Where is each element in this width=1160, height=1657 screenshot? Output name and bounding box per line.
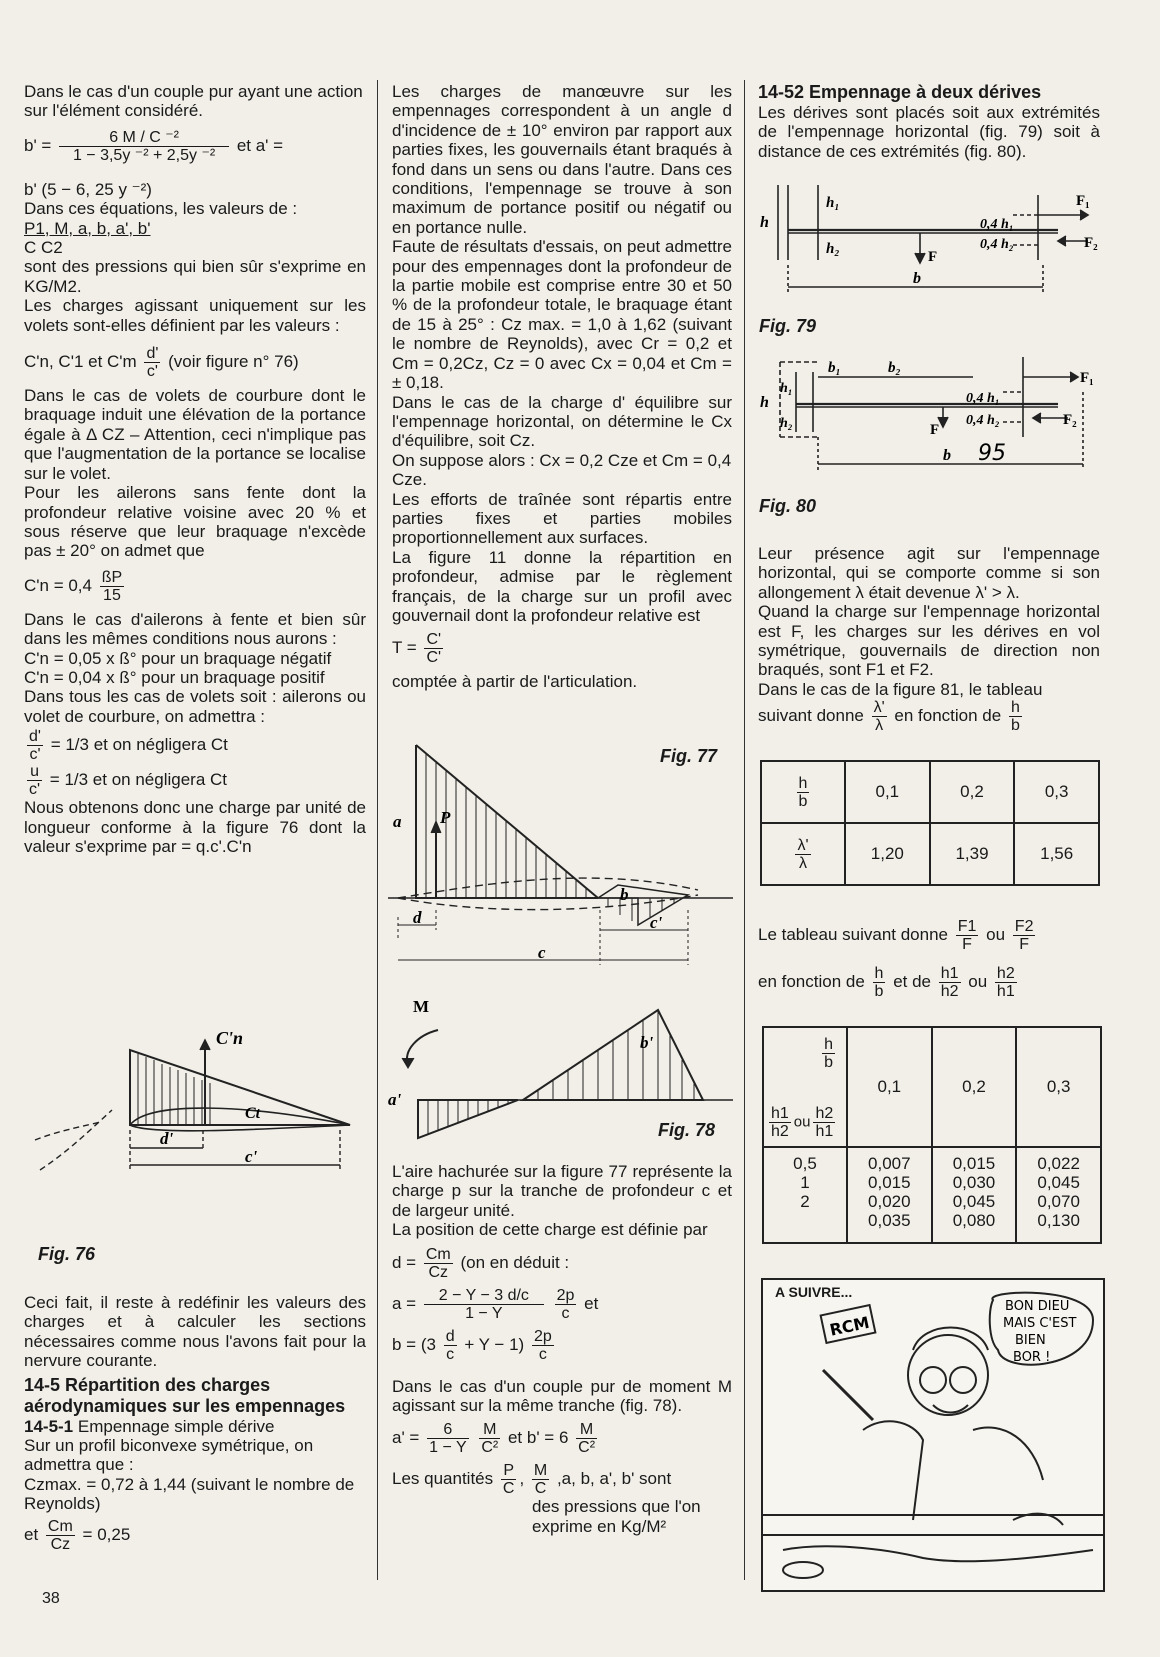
table-cell: 1,20 xyxy=(845,823,930,885)
variables-line: C C2 xyxy=(24,238,63,258)
paragraph: Dans tous les cas de volets soit : ailerons ou volet de courbure, on admettra : xyxy=(24,687,366,726)
section-heading: 14-52 Empennage à deux dérives xyxy=(758,82,1042,102)
figure-80 xyxy=(758,352,1103,482)
equation-cn-04: C'n = 0,4 $\frac{ßP}{15}$ xyxy=(24,568,123,604)
table-cell: 1,56 xyxy=(1014,823,1099,885)
paragraph: L'aire hachurée sur la figure 77 représente la charge p sur la tranche de profondeur c et de largeur unité. xyxy=(392,1162,732,1220)
table-forces xyxy=(762,1026,1102,1244)
equation-a-prime: a' = $\frac{6}{1 - Y}$ $\frac{M}{\text{C²}}$ et b' = 6 $\frac{M}{\text{C²}}$ xyxy=(392,1421,596,1457)
table-row xyxy=(761,761,1099,823)
table-col-head: 0,1 xyxy=(847,1027,932,1147)
table-head-cell: $\frac{h}{b}$ xyxy=(761,761,845,823)
paragraph: Leur présence agit sur l'empennage horizontal, qui se comporte comme si son allongement λ était devenue λ' > λ. xyxy=(758,544,1100,602)
fig77-label-c: c xyxy=(538,943,546,962)
table-cell: 0,2 xyxy=(930,761,1015,823)
column-3-lower xyxy=(758,918,1100,1000)
table-cell: 1,39 xyxy=(930,823,1015,885)
fig80-label-l1: 0,4 h₁ xyxy=(966,391,1000,406)
page-number: 38 xyxy=(42,1590,60,1607)
fig78-caption: Fig. 78 xyxy=(658,1120,716,1140)
paragraph: Les efforts de traînée sont répartis entre parties fixes et parties mobiles proportionnellement aux surfaces. xyxy=(392,489,732,548)
fig80-label-h1: h₁ xyxy=(780,381,793,396)
fig76-label-ct: Ct xyxy=(245,1105,261,1122)
fig77-label-c1: c' xyxy=(650,913,663,932)
equation-ratio-2: $\frac{u}{c'}$ = 1/3 et on négligera Ct xyxy=(29,763,228,799)
quantities-line: Les quantités $\frac{P}{C}$ , $\frac{M}{C}$ ,a, b, a', b' sont xyxy=(392,1462,672,1498)
fig79-label-f1: F₁ xyxy=(1076,193,1090,209)
fraction-denominator: 1 − 3,5y ⁻² + 2,5y ⁻² xyxy=(72,146,216,164)
section-heading: 14-5 Répartition des charges aérodynamiques sur les empennages xyxy=(24,1374,346,1416)
fig79-label-h2: h₂ xyxy=(826,241,840,257)
figure-79 xyxy=(758,175,1103,305)
fig77-label-a: a xyxy=(393,812,402,831)
paragraph: Les dérives sont placés soit aux extrémités de l'empennage horizontal (fig. 79) soit à distance de ces extrémités (fig. 80). xyxy=(758,103,1100,161)
fig77-caption: Fig. 77 xyxy=(660,746,718,766)
table-row xyxy=(763,1147,1101,1243)
paragraph: On suppose alors : Cx = 0,2 Cze et Cm = 0,4 Cze. xyxy=(392,450,732,490)
equation-cm-cz: et $\frac{Cm}{Cz}$ = 0,25 xyxy=(24,1517,131,1553)
table-head-cell: $\frac{\lambda'}{\lambda}$ xyxy=(761,823,845,885)
equation-t: T = $\frac{C'}{C'}$ xyxy=(392,631,442,667)
fig79-label-l2: 0,4 h₂ xyxy=(980,237,1014,252)
table-row xyxy=(763,1027,1101,1147)
table-head-cell: $\frac{h}{b}$ $\frac{h1}{h2}$ ou $\frac{h2}{h1}$ xyxy=(763,1027,847,1147)
paragraph-with-fractions: Dans le cas de la figure 81, le tableau suivant donne $\frac{\lambda'}{\lambda}$ en fonction de $\frac{h}{b}$ xyxy=(758,679,1043,735)
cartoon-bubble-line-1: BON DIEU xyxy=(1005,1299,1070,1314)
cartoon-bubble-line-4: BOR ! xyxy=(1013,1350,1051,1365)
cartoon-bubble-line-3: BIEN xyxy=(1015,1333,1046,1348)
equation-b: b = (3 $\frac{d}{c}$ + Y − 1) $\frac{2p}{c}$ xyxy=(392,1327,552,1363)
fig78-label-m: M xyxy=(413,997,430,1016)
formula-line: C'n = 0,05 x ß° pour un braquage négatif xyxy=(24,648,332,668)
paragraph: Nous obtenons donc une charge par unité de longueur conforme à la figure 76 dont la valeur s'exprime par = q.c'.C'n xyxy=(24,798,366,856)
fig80-label-f2: F₂ xyxy=(1063,412,1077,428)
fig80-caption: Fig. 80 xyxy=(759,496,817,516)
paragraph: Les charges agissant uniquement sur les volets sont-elles définient par les valeurs : xyxy=(24,296,366,335)
fig76-label-c: c' xyxy=(245,1147,258,1166)
column-rule-left xyxy=(377,80,378,1580)
column-3-middle xyxy=(758,544,1100,734)
paragraph: Les charges de manœuvre sur les empennages correspondent à un angle d d'incidence de ± 10° environ par rapport aux parties fixes, les gouvernails étant braqués à fond dans un sens ou dans l'autre. Dans ces conditions, l'empennage se trouve à son maximum de portance positif ou négatif ou en portance nulle. xyxy=(392,82,732,237)
column-2 xyxy=(392,82,732,692)
paragraph: Dans le cas de la charge d' équilibre sur l'empennage horizontal, on détermine le Cx d'équilibre, soit Cz. xyxy=(392,392,732,451)
paragraph: Czmax. = 0,72 à 1,44 (suivant le nombre de Reynolds) xyxy=(24,1474,355,1514)
fig79-label-h1: h₁ xyxy=(826,195,840,211)
cartoon-drawing xyxy=(763,1280,1103,1590)
fig79-label-f2: F₂ xyxy=(1084,235,1098,251)
fig80-label-b: b xyxy=(943,447,951,464)
cartoon-logo: RCM xyxy=(827,1312,872,1340)
paragraph: Quand la charge sur l'empennage horizontal est F, les charges sur les dérives en vol symétrique, gouvernails de direction non braqués, sont F1 et F2. xyxy=(758,602,1100,680)
table-cell: 0,015 0,030 0,045 0,080 xyxy=(932,1147,1017,1243)
fig77-label-b: b xyxy=(620,885,629,904)
column-1 xyxy=(24,82,366,856)
equation-ratio-1: $\frac{d'}{c'}$ = 1/3 et on négligera Ct xyxy=(29,728,228,764)
fig79-label-f: F xyxy=(928,249,938,265)
fig79-label-h: h xyxy=(760,214,769,231)
figure-77 xyxy=(388,735,733,975)
fig76-label-cn: C'n xyxy=(216,1030,244,1048)
paragraph: Dans le cas de volets de courbure dont le braquage induit une élévation de la portance égale à Δ CZ – Attention, ceci n'implique pas que l'augmentation de la portance se localise sur le volet. xyxy=(24,386,366,483)
fig77-label-p: P xyxy=(440,808,451,827)
equation-line: b' (5 − 6, 25 y ⁻²) xyxy=(24,179,152,199)
column-2-lower xyxy=(392,1162,732,1536)
formula-line: C'n = 0,04 x ß° pour un braquage positif xyxy=(24,667,325,687)
column-1-lower xyxy=(24,1293,366,1553)
figure-76 xyxy=(20,1030,370,1230)
table-lambda xyxy=(760,760,1100,886)
fig78-label-a: a' xyxy=(388,1090,402,1109)
equation-a: a = $\frac{2 - Y - 3 d/c}{1 - Y}$ $\frac{2p}{c}$ et xyxy=(392,1286,599,1322)
paragraph: Dans le cas d'ailerons à fente et bien sûr dans les mêmes conditions nous aurons : xyxy=(24,609,366,649)
paragraph: Ceci fait, il reste à redéfinir les valeurs des charges et à calculer les sections nécessaires comme nous l'avons fait pour la nervure courante. xyxy=(24,1293,366,1371)
paragraph: sont des pressions qui bien sûr s'exprime en KG/M2. xyxy=(24,257,366,296)
table-row xyxy=(761,823,1099,885)
table-col-head: 0,3 xyxy=(1016,1027,1101,1147)
cartoon-bubble-line-2: MAIS C'EST xyxy=(1003,1316,1077,1331)
paragraph: La figure 11 donne la répartition en profondeur, admise par le règlement français, de la charge sur un profil avec gouvernail dont la profondeur relative est xyxy=(392,547,732,625)
fig77-label-d: d xyxy=(413,908,422,927)
paragraph: comptée à partir de l'articulation. xyxy=(392,672,638,692)
table-col-head: 0,2 xyxy=(932,1027,1017,1147)
fig80-handwritten-note: 95 xyxy=(978,441,1006,466)
variables-line: P1, M, a, b, a', b' xyxy=(24,218,151,238)
table-row-heads: 0,5 1 2 xyxy=(763,1147,847,1243)
fig80-label-f1: F₁ xyxy=(1080,370,1094,386)
table2-intro: Le tableau suivant donne $\frac{F1}{F}$ ou $\frac{F2}{F}$ xyxy=(758,918,1034,953)
table-cell: 0,022 0,045 0,070 0,130 xyxy=(1016,1147,1101,1243)
fig76-label-d: d' xyxy=(160,1129,174,1148)
paragraph: Dans le cas d'un couple pur de moment M agissant sur la même tranche (fig. 78). xyxy=(392,1376,732,1416)
paragraph: Dans ces équations, les valeurs de : xyxy=(24,199,298,219)
fig80-label-f: F xyxy=(930,422,940,438)
paragraph: des pressions que l'on exprime en Kg/M² xyxy=(532,1497,701,1536)
fig80-label-h2: h₂ xyxy=(780,416,793,431)
paragraph: La position de cette charge est définie par xyxy=(392,1220,708,1240)
paragraph: Sur un profil biconvexe symétrique, on admettra que : xyxy=(24,1436,314,1475)
fig80-label-b2: b₂ xyxy=(888,360,901,376)
fraction-numerator: 6 M / C ⁻² xyxy=(59,129,229,147)
fig76-caption: Fig. 76 xyxy=(38,1244,96,1264)
paragraph: Pour les ailerons sans fente dont la profondeur relative voisine avec 20 % et sous réserve que leur braquage n'excède pas ± 20° on admet que xyxy=(24,483,366,561)
subsection-heading: 14-5-1 Empennage simple dérive xyxy=(24,1416,275,1436)
fig79-label-l1: 0,4 h₁ xyxy=(980,217,1014,232)
column-rule-right xyxy=(744,80,745,1580)
column-3 xyxy=(758,82,1100,161)
fig79-caption: Fig. 79 xyxy=(759,316,817,336)
paragraph: Faute de résultats d'essais, on peut admettre pour des empennages dont la profondeur de la partie mobile est comprise entre 30 et 50 % de la profondeur totale, le braquage étant de 15 à 25° : Cz max. = 1,0 à 1,62 (suivant le nombre de Reynolds), avec Cr = 0,2 et Cm = 0,2Cz, Cz = 0 avec Cx = 0,04 et Cm = ± 0,18. xyxy=(392,237,732,393)
fig80-label-h: h xyxy=(760,394,769,411)
paragraph: Dans le cas d'un couple pur ayant une action sur l'élément considéré. xyxy=(24,82,363,121)
fig80-label-b1: b₁ xyxy=(828,360,841,376)
fig79-label-b: b xyxy=(913,270,921,287)
equation-b-prime: b' = $\frac{\text{6 M / C ⁻²}}{\text{1 − 3,5y ⁻² + 2,5y ⁻²}}$ et a' = xyxy=(24,128,284,164)
table-cell: 0,1 xyxy=(845,761,930,823)
table-cell: 0,007 0,015 0,020 0,035 xyxy=(847,1147,932,1243)
table2-intro-2: en fonction de $\frac{h}{b}$ et de $\frac{h1}{h2}$ ou $\frac{h2}{h1}$ xyxy=(758,965,1015,1000)
a-suivre-label: A SUIVRE... xyxy=(775,1284,853,1300)
table-cell: 0,3 xyxy=(1014,761,1099,823)
cartoon-panel xyxy=(761,1278,1105,1592)
fig80-label-l2: 0,4 h₂ xyxy=(966,413,1000,428)
equation-cn: C'n, C'1 et C'm $\frac{d'}{c'}$ (voir figure n° 76) xyxy=(24,345,299,381)
equation-d: d = $\frac{Cm}{Cz}$ (on en déduit : xyxy=(392,1245,570,1281)
fig78-label-b: b' xyxy=(640,1033,654,1052)
